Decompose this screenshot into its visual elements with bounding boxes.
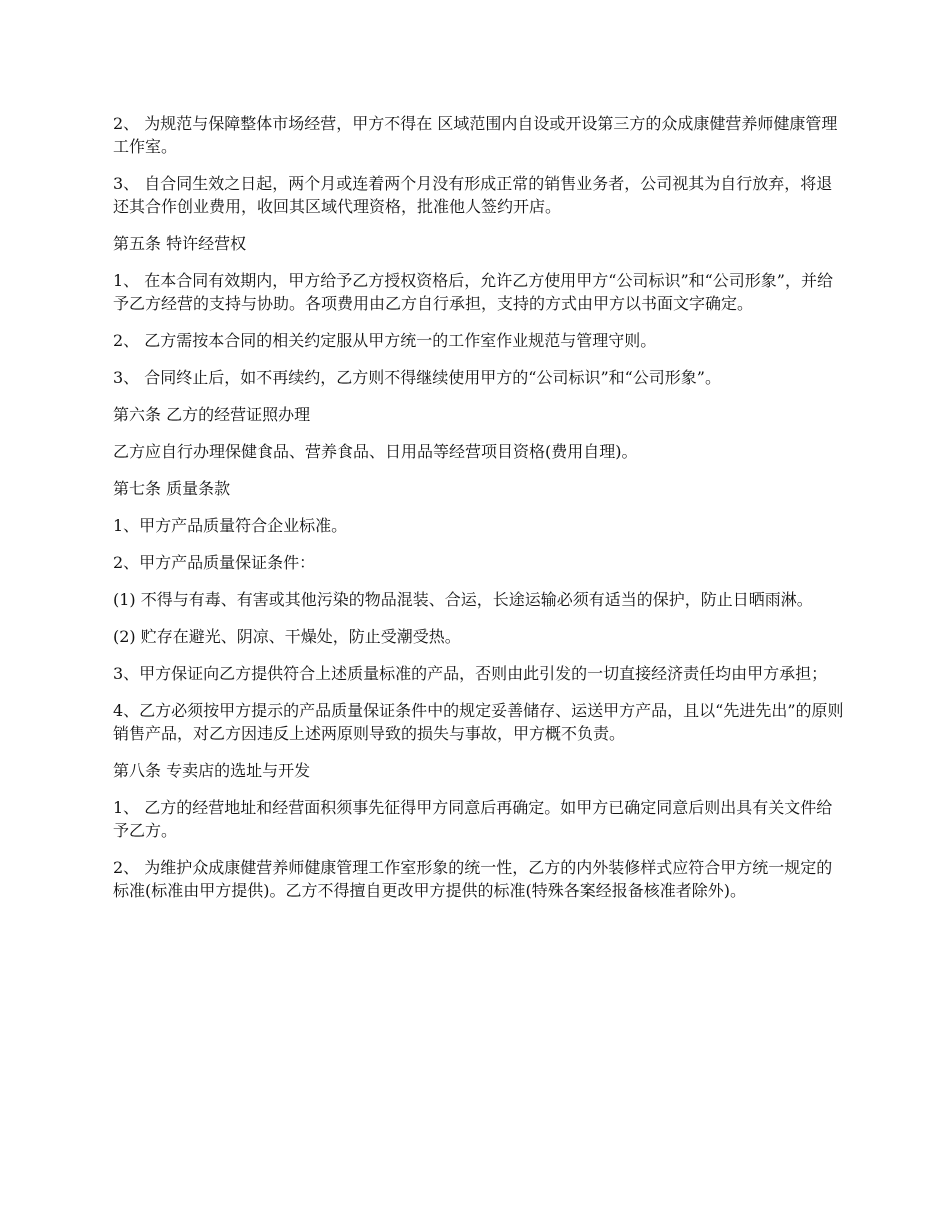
- paragraph-article6-body: 乙方应自行办理保健食品、营养食品、日用品等经营项目资格(费用自理)。: [113, 442, 638, 461]
- paragraph-article5-item2: 2、 乙方需按本合同的相关约定服从甲方统一的工作室作业规范与管理守则。: [113, 331, 657, 350]
- paragraph-article8-item2: 2、 为维护众成康健营养师健康管理工作室形象的统一性，乙方的内外装修样式应符合甲方统一规定的标准(标准由甲方提供)。乙方不得擅自更改甲方提供的标准(特殊各案经报备核准者除外)。: [113, 858, 833, 900]
- paragraph-article5-item3: 3、 合同终止后，如不再续约，乙方则不得继续使用甲方的“公司标识”和“公司形象”。: [113, 368, 721, 387]
- document-page: [113, 112, 848, 916]
- heading-article6: 第六条 乙方的经营证照办理: [113, 405, 311, 424]
- paragraph-article5-item1: 1、 在本合同有效期内，甲方给予乙方授权资格后，允许乙方使用甲方“公司标识”和“公司形象”，并给予乙方经营的支持与协助。各项费用由乙方自行承担，支持的方式由甲方以书面文字确定。: [113, 271, 833, 313]
- heading-article8: 第八条 专卖店的选址与开发: [113, 761, 311, 780]
- heading-article7: 第七条 质量条款: [113, 479, 231, 498]
- heading-article5: 第五条 特许经营权: [113, 234, 247, 253]
- paragraph-article7-item2-sub1: (1) 不得与有毒、有害或其他污染的物品混装、合运，长途运输必须有适当的保护，防止日晒雨淋。: [113, 590, 813, 609]
- paragraph-article7-item2: 2、甲方产品质量保证条件：: [113, 553, 316, 572]
- paragraph-article4-item3: 3、 自合同生效之日起，两个月或连着两个月没有形成正常的销售业务者，公司视其为自行放弃，将退还其合作创业费用，收回其区域代理资格，批准他人签约开店。: [113, 174, 833, 216]
- paragraph-article7-item2-sub2: (2) 贮存在避光、阴凉、干燥处，防止受潮受热。: [113, 627, 461, 646]
- paragraph-article8-item1: 1、 乙方的经营地址和经营面积须事先征得甲方同意后再确定。如甲方已确定同意后则出具有关文件给予乙方。: [113, 798, 833, 840]
- paragraph-article7-item1: 1、甲方产品质量符合企业标准。: [113, 516, 348, 535]
- paragraph-article4-item2: 2、 为规范与保障整体市场经营，甲方不得在 区域范围内自设或开设第三方的众成康健营养师健康管理工作室。: [113, 114, 838, 156]
- paragraph-article7-item3: 3、甲方保证向乙方提供符合上述质量标准的产品，否则由此引发的一切直接经济责任均由甲方承担；: [113, 664, 828, 683]
- paragraph-article7-item4: 4、乙方必须按甲方提示的产品质量保证条件中的规定妥善储存、运送甲方产品，且以“先进先出”的原则销售产品，对乙方因违反上述两原则导致的损失与事故，甲方概不负责。: [113, 701, 844, 743]
